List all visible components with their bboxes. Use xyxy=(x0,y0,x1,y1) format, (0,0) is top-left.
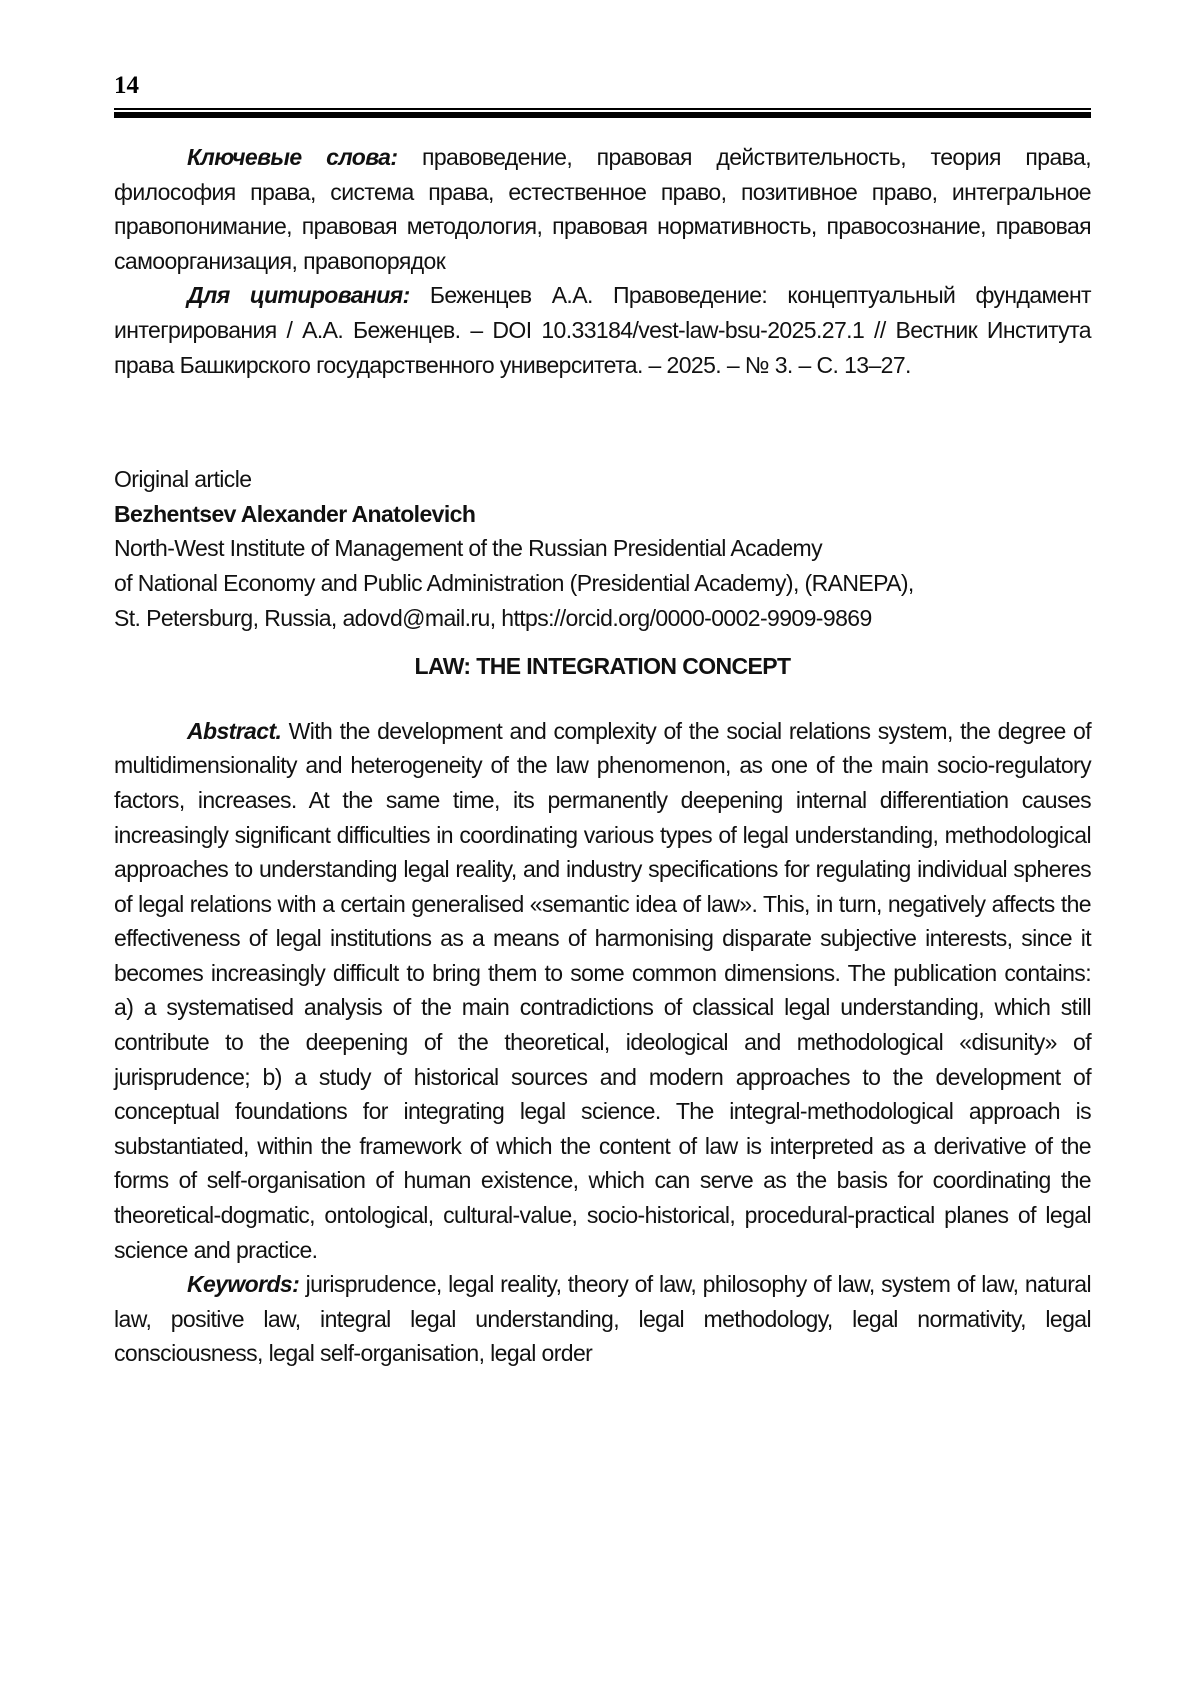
abstract-label: Abstract. xyxy=(187,717,282,744)
affiliation-line-3: St. Petersburg, Russia, adovd@mail.ru, https://orcid.org/0000-0002-9909-9869 xyxy=(114,604,872,631)
ru-citation-label: Для цитирования: xyxy=(187,282,410,309)
en-keywords-label: Keywords: xyxy=(187,1271,300,1298)
abstract-paragraph xyxy=(114,714,1091,1268)
ru-keywords-paragraph xyxy=(114,140,1091,278)
affiliation-line-1: North-West Institute of Management of the Russian Presidential Academy xyxy=(114,535,823,562)
article-type: Original article xyxy=(114,466,252,493)
ru-citation-text: Беженцев А.А. Правоведение: концептуальный фундамент интегрирования / А.А. Беженцев. – DOI 10.33184/vest-law-bsu-2025.27.1 // Вестник Института права Башкирского государственного университета. – 2025. – № 3. – С. 13–27. xyxy=(114,282,1091,378)
header-rule-thin xyxy=(114,108,1091,110)
ru-citation-paragraph xyxy=(114,278,1091,382)
article-title: LAW: THE INTEGRATION CONCEPT xyxy=(414,653,791,680)
author-name: Bezhentsev Alexander Anatolevich xyxy=(114,500,476,527)
page-content xyxy=(114,140,1091,1371)
abstract-text: With the development and complexity of the social relations system, the degree of multidimensionality and heterogeneity of the law phenomenon, as one of the main socio-regulatory factors, increases. At the same time, its permanently deepening internal differentiation causes increasingly significant difficulties in coordinating various types of legal understanding, methodological approaches to understanding legal reality, and industry specifications for regulating individual spheres of legal relations with a certain generalised «semantic idea of law». This, in turn, negatively affects the effectiveness of legal institutions as a means of harmonising disparate subjective interests, since it becomes increasingly difficult to bring them to some common dimensions. The publication contains: a) a systematised analysis of the main contradictions of classical legal understanding, which still contribute to the deepening of the theoretical, ideological and methodological «disunity» of jurisprudence; b) a study of historical sources and modern approaches to the development of conceptual foundations for integrating legal science. The integral-methodological approach is substantiated, within the framework of which the content of law is interpreted as a derivative of the forms of self-organisation of human existence, which can serve as the basis for coordinating the theoretical-dogmatic, ontological, cultural-value, socio-historical, procedural-practical planes of legal science and practice. xyxy=(114,717,1091,1263)
affiliation-line-2: of National Economy and Public Administration (Presidential Academy), (RANEPA), xyxy=(114,569,914,596)
ru-keywords-text: правоведение, правовая действительность, теория права, философия права, система права, естественное право, позитивное право, интегральное правопонимание, правовая методология, правовая нормативность, правосознание, правовая самоорганизация, правопорядок xyxy=(114,144,1091,274)
section-gap xyxy=(114,382,1091,462)
en-keywords-text: jurisprudence, legal reality, theory of law, philosophy of law, system of law, natural law, positive law, integral legal understanding, legal methodology, legal normativity, legal consciousness, legal self-organisation, legal order xyxy=(114,1271,1091,1367)
page-number: 14 xyxy=(114,72,139,99)
header-rule-thick xyxy=(114,112,1091,118)
ru-keywords-label: Ключевые слова: xyxy=(187,144,398,170)
en-keywords-paragraph xyxy=(114,1267,1091,1371)
